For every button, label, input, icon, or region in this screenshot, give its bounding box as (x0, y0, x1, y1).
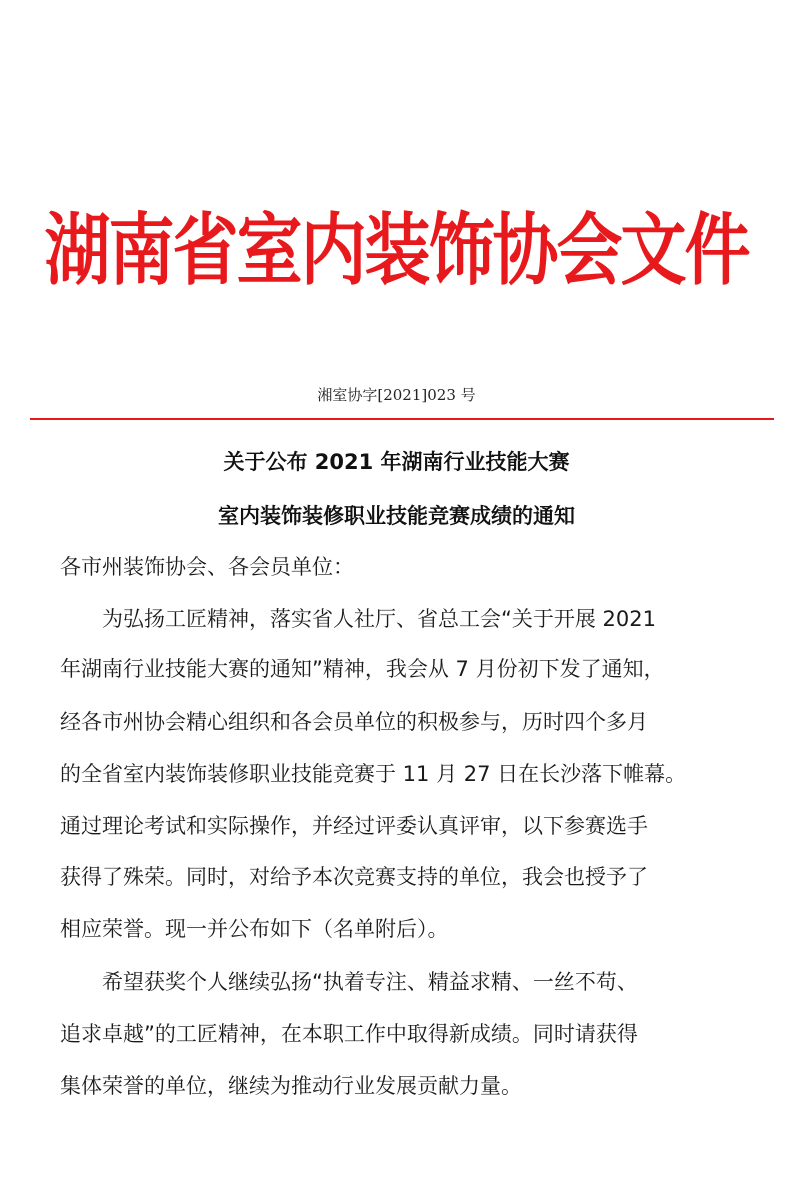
paragraph-1-line-7: 相应荣誉。现一并公布如下（名单附后）。 (60, 917, 449, 941)
paragraph-1-line-3: 经各市州协会精心组织和各会员单位的积极参与，历时四个多月 (60, 710, 648, 734)
document-number: 湘室协字[2021]023 号 (317, 386, 476, 404)
paragraph-1-line-1: 为弘扬工匠精神，落实省人社厅、省总工会“关于开展 2021 (60, 607, 656, 631)
paragraph-1-line-2: 年湖南行业技能大赛的通知”精神，我会从 7 月份初下发了通知， (60, 657, 665, 681)
paragraph-1-line-4: 的全省室内装饰装修职业技能竞赛于 11 月 27 日在长沙落下帷幕。 (60, 762, 687, 786)
paragraph-2-line-2: 追求卓越”的工匠精神，在本职工作中取得新成绩。同时请获得 (60, 1022, 638, 1046)
notice-title-line-1: 关于公布 2021 年湖南行业技能大赛 (223, 450, 570, 474)
paragraph-1-line-5: 通过理论考试和实际操作，并经过评委认真评审，以下参赛选手 (60, 814, 648, 838)
paragraph-1-line-6: 获得了殊荣。同时，对给予本次竞赛支持的单位，我会也授予了 (60, 865, 648, 889)
paragraph-2-line-3: 集体荣誉的单位，继续为推动行业发展贡献力量。 (60, 1074, 522, 1098)
red-divider-line (30, 418, 774, 420)
notice-title-line-2: 室内装饰装修职业技能竞赛成绩的通知 (218, 504, 575, 528)
paragraph-2-line-1: 希望获奖个人继续弘扬“执着专注、精益求精、一丝不苟、 (60, 970, 638, 994)
document-masthead: 湖南省室内装饰协会文件 (44, 204, 749, 296)
salutation: 各市州装饰协会、各会员单位： (60, 555, 354, 579)
